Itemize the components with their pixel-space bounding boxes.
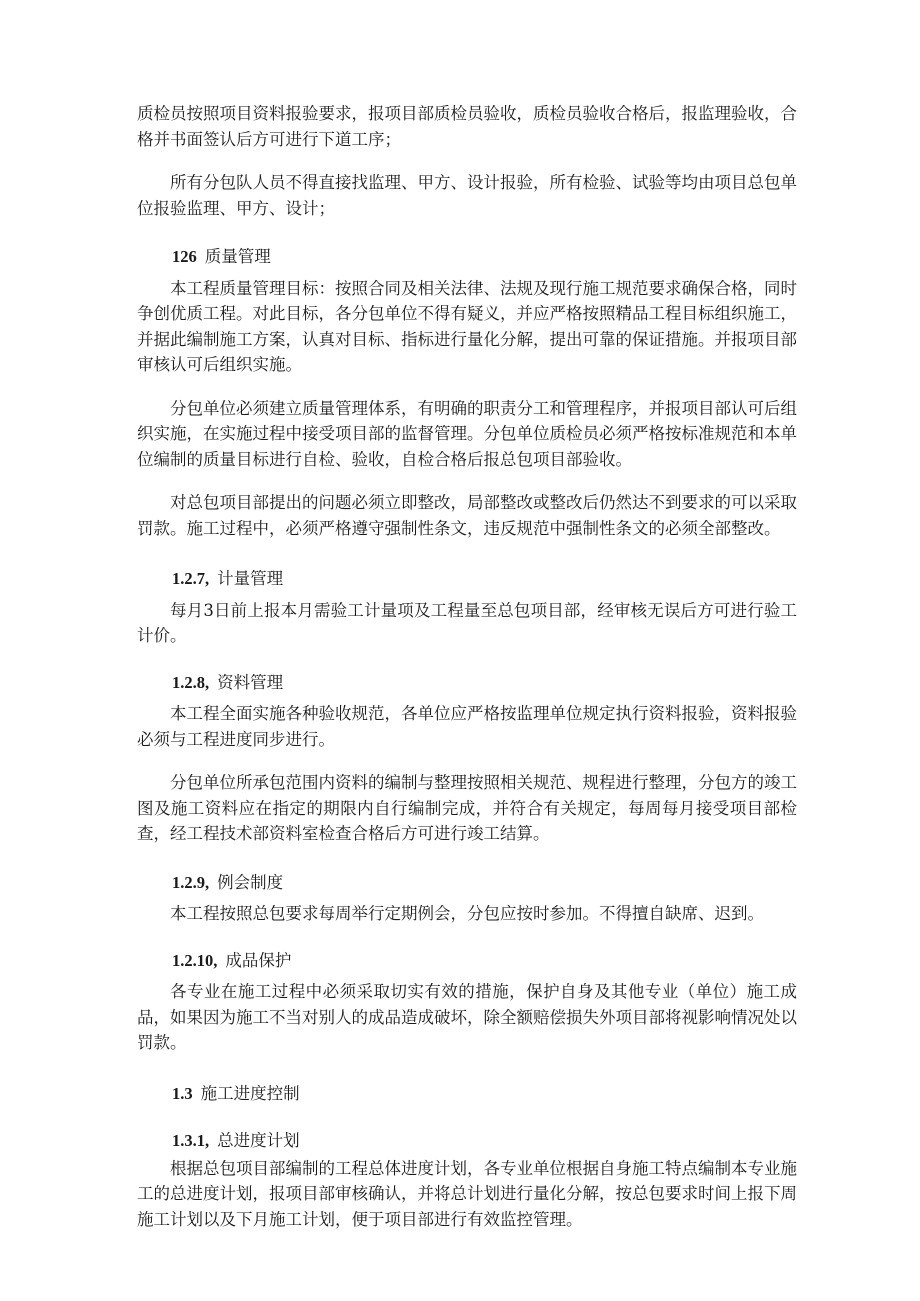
paragraph: 质检员按照项目资料报验要求，报项目部质检员验收，质检员验收合格后，报监理验收，合格并书面签认后方可进行下道工序；: [137, 104, 797, 149]
paragraph: 分包单位所承包范围内资料的编制与整理按照相关规范、规程进行整理，分包方的竣工图及施工资料应在指定的期限内自行编制完成，并符合有关规定，每周每月接受项目部检查，经工程技术部资料室检查合格后方可进行竣工结算。: [137, 773, 797, 843]
section-number: 1.2.8,: [172, 672, 210, 692]
section-heading: [137, 1081, 797, 1107]
section-heading: [137, 244, 797, 270]
paragraph: 每月3日前上报本月需验工计量项及工程量至总包项目部，经审核无误后方可进行验工计价。: [137, 600, 797, 645]
section-heading: [137, 670, 797, 696]
section-number: 126: [172, 247, 197, 266]
document-page: [137, 101, 797, 1232]
section-heading: [137, 1128, 797, 1154]
section-title: 成品保护: [225, 950, 292, 970]
section-number: 1.2.9,: [172, 872, 210, 892]
paragraph: 本工程全面实施各种验收规范，各单位应严格按监理单位规定执行资料报验，资料报验必须与工程进度同步进行。: [137, 704, 797, 749]
section-heading: [137, 948, 797, 974]
section-title: 质量管理: [204, 247, 271, 266]
section-title: 总进度计划: [217, 1131, 300, 1150]
section-title: 施工进度控制: [200, 1083, 300, 1103]
section-number: 1.3.1,: [172, 1131, 210, 1150]
paragraph: 根据总包项目部编制的工程总体进度计划，各专业单位根据自身施工特点编制本专业施工的总进度计划，报项目部审核确认，并将总计划进行量化分解，按总包要求时间上报下周施工计划以及下月施工计划，便于项目部进行有效监控管理。: [137, 1158, 797, 1229]
paragraph: 各专业在施工过程中必须采取切实有效的措施，保护自身及其他专业（单位）施工成品，如果因为施工不当对别人的成品造成破坏，除全额赔偿损失外项目部将视影响情况处以罚款。: [137, 982, 797, 1052]
section-number: 1.3: [172, 1083, 193, 1103]
section-title: 资料管理: [217, 672, 284, 692]
paragraph: 本工程质量管理目标：按照合同及相关法律、法规及现行施工规范要求确保合格，同时争创优质工程。对此目标，各分包单位不得有疑义，并应严格按照精品工程目标组织施工，并据此编制施工方案，认真对目标、指标进行量化分解，提出可靠的保证措施。并报项目部审核认可后组织实施。: [137, 278, 797, 374]
section-number: 1.2.10,: [172, 950, 218, 970]
paragraph: 分包单位必须建立质量管理体系，有明确的职责分工和管理程序，并报项目部认可后组织实施，在实施过程中接受项目部的监督管理。分包单位质检员必须严格按标准规范和本单位编制的质量目标进行自检、验收，自检合格后报总包项目部验收。: [137, 398, 797, 469]
section-title: 计量管理: [217, 569, 284, 588]
paragraph: 所有分包队人员不得直接找监理、甲方、设计报验，所有检验、试验等均由项目总包单位报验监理、甲方、设计；: [137, 173, 797, 218]
section-number: 1.2.7,: [172, 569, 210, 588]
paragraph: 本工程按照总包要求每周举行定期例会，分包应按时参加。不得擅自缺席、迟到。: [170, 904, 764, 923]
section-heading: [137, 566, 797, 592]
section-title: 例会制度: [217, 872, 284, 892]
section-heading: [137, 870, 797, 896]
paragraph: 对总包项目部提出的问题必须立即整改，局部整改或整改后仍然达不到要求的可以采取罚款。施工过程中，必须严格遵守强制性条文，违反规范中强制性条文的必须全部整改。: [137, 493, 797, 538]
